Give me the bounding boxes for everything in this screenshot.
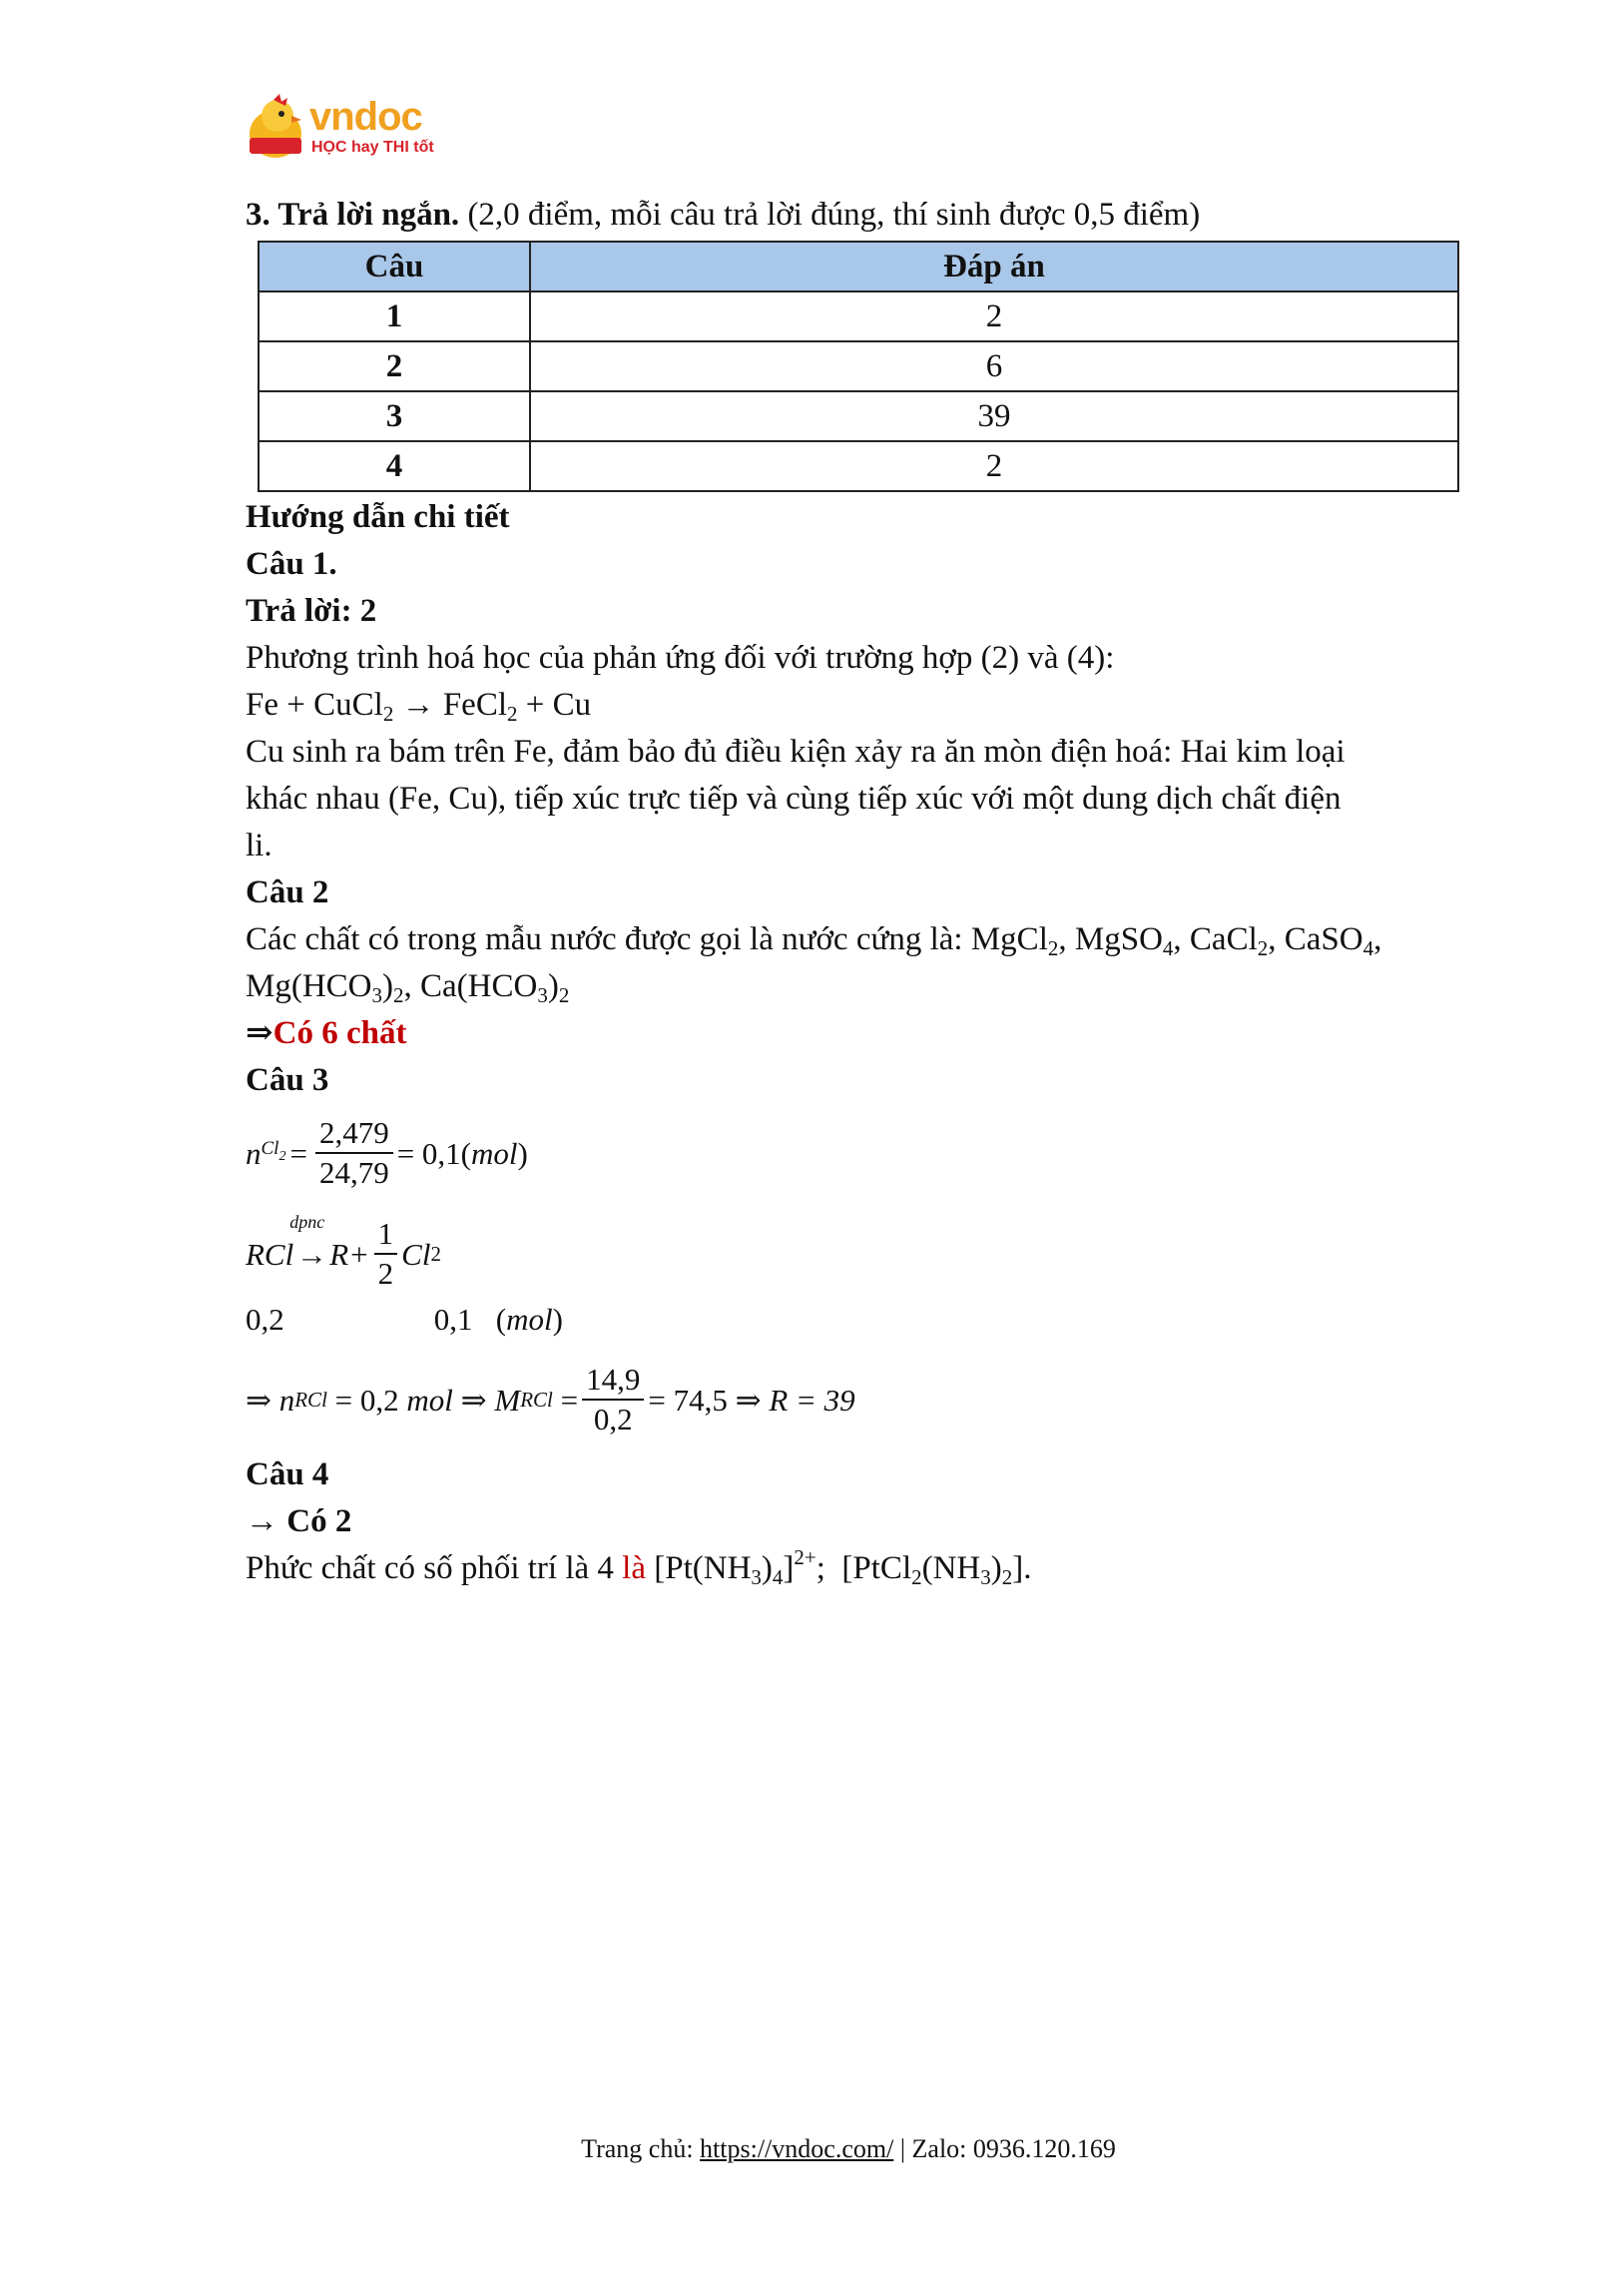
table-cell: 1 xyxy=(259,291,530,341)
logo-text: vndoc xyxy=(309,95,422,139)
page-footer: Trang chủ: https://vndoc.com/ | Zalo: 0936.120.169 xyxy=(581,2134,1116,2163)
math-equation-moles: n $Cl_2$ = $\frac{2,479}{24,79}$ = 0,1( mol ) xyxy=(246,1115,528,1190)
fraction: $\frac{1}{2}$ xyxy=(374,1215,398,1293)
electrolysis-arrow: dpnc → xyxy=(289,1211,327,1272)
table-cell: 4 xyxy=(259,441,530,491)
guide-title: Hướng dẫn chi tiết xyxy=(246,499,510,535)
reaction-equation: Fe + CuCl$_2$ → FeCl$_2$ + Cu xyxy=(246,687,592,726)
logo-tagline: HỌC hay THI tốt xyxy=(311,139,434,156)
table-header-cell: Đáp án xyxy=(530,242,1458,291)
table-cell: 2 xyxy=(259,341,530,391)
document-body xyxy=(246,192,1463,1592)
table-cell: 3 xyxy=(259,391,530,441)
chick-mascot-icon xyxy=(244,94,307,164)
homepage-link[interactable]: https://vndoc.com/ xyxy=(700,2134,894,2163)
question-4-text: Phức chất có số phối trí là 4 là $[Pt(NH_3)_4]^{2+}$; $[PtCl_2(NH_3)_2]$. xyxy=(246,1545,1032,1589)
table-header-row xyxy=(259,242,1458,291)
question-1-title: Câu 1. xyxy=(246,546,337,582)
table-cell: 2 xyxy=(530,291,1458,341)
logo xyxy=(244,94,453,166)
question-4-answer: → Có 2 xyxy=(246,1503,352,1539)
question-1-explanation: li. xyxy=(246,828,272,863)
fraction: $\frac{14,9}{0,2}$ xyxy=(582,1361,644,1438)
math-equation-reaction: RCl dpnc → R + $\frac{1}{2}$ Cl 2 xyxy=(246,1211,441,1291)
table-row xyxy=(259,341,1458,391)
question-1-answer: Trả lời: 2 xyxy=(246,593,377,629)
question-2-text: Các chất có trong mẫu nước được gọi là nước cứng là: MgCl$_2$, MgSO$_4$, CaCl$_2$, CaSO$_4$, xyxy=(246,921,1382,960)
question-1-explanation: khác nhau (Fe, Cu), tiếp xúc trực tiếp và cùng tiếp xúc với một dung dịch chất điện xyxy=(246,781,1342,817)
fraction: $\frac{2,479}{24,79}$ xyxy=(315,1114,393,1192)
question-2-text: $Mg(HCO_3)_2$, $Ca(HCO_3)_2$ xyxy=(246,968,570,1007)
table-cell: 2 xyxy=(530,441,1458,491)
table-cell: 6 xyxy=(530,341,1458,391)
question-1-text: Phương trình hoá học của phản ứng đối với trường hợp (2) và (4): xyxy=(246,640,1115,676)
table-header-cell: Câu xyxy=(259,242,530,291)
section-heading: 3. Trả lời ngắn. (2,0 điểm, mỗi câu trả lời đúng, thí sinh được 0,5 điểm) xyxy=(246,197,1201,233)
question-2-result: ⇒Có 6 chất xyxy=(246,1015,407,1051)
question-2-title: Câu 2 xyxy=(246,874,329,910)
table-row xyxy=(259,291,1458,341)
question-1-explanation: Cu sinh ra bám trên Fe, đảm bảo đủ điều kiện xảy ra ăn mòn điện hoá: Hai kim loại xyxy=(246,734,1346,770)
table-row xyxy=(259,441,1458,491)
question-4-title: Câu 4 xyxy=(246,1456,329,1492)
math-mole-ratio: 0,2 0,1 (mol) xyxy=(246,1302,563,1337)
math-equation-result: ⇒ n RCl = 0,2 mol ⇒ M RCl = $\frac{14,9}{0,2}$ = 74,5 ⇒ R = 39 xyxy=(246,1362,855,1436)
table-cell: 39 xyxy=(530,391,1458,441)
question-3-title: Câu 3 xyxy=(246,1062,329,1098)
answer-table xyxy=(258,241,1459,492)
table-row xyxy=(259,391,1458,441)
